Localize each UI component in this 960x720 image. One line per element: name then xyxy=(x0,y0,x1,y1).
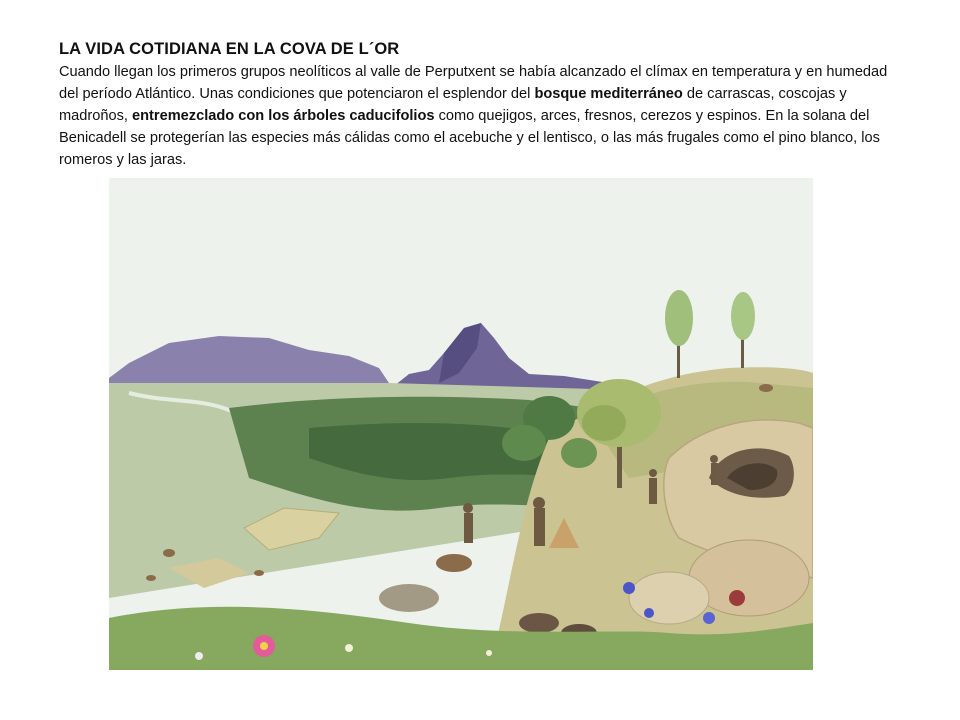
paragraph-text-2: de carrascas, coscojas y madroños, xyxy=(59,86,847,124)
page-title: LA VIDA COTIDIANA EN LA COVA DE L´OR xyxy=(59,40,400,58)
paragraph-bold-deciduous-trees: entremezclado con los árboles caducifolios xyxy=(132,108,435,124)
paragraph-text-3: como quejigos, arces, fresnos, cerezos y espinos. En la solana del Benicadell se protegerían las especies más cálidas como el acebuche y el lentisco, o las más frugales como el pino blanco, los romeros y las jaras. xyxy=(59,108,880,168)
boulder-2 xyxy=(629,572,709,624)
paragraph-bold-mediterranean-forest: bosque mediterráneo xyxy=(534,86,683,102)
landscape-drawing xyxy=(109,178,813,670)
landscape-illustration xyxy=(109,178,813,670)
paragraph-text-1: Cuando llegan los primeros grupos neolíticos al valle de Perputxent se había alcanzado el clímax en temperatura y en humedad del período Atlántico. Unas condiciones que potenciaron el esplendor del xyxy=(59,64,888,102)
intro-paragraph xyxy=(59,61,901,171)
